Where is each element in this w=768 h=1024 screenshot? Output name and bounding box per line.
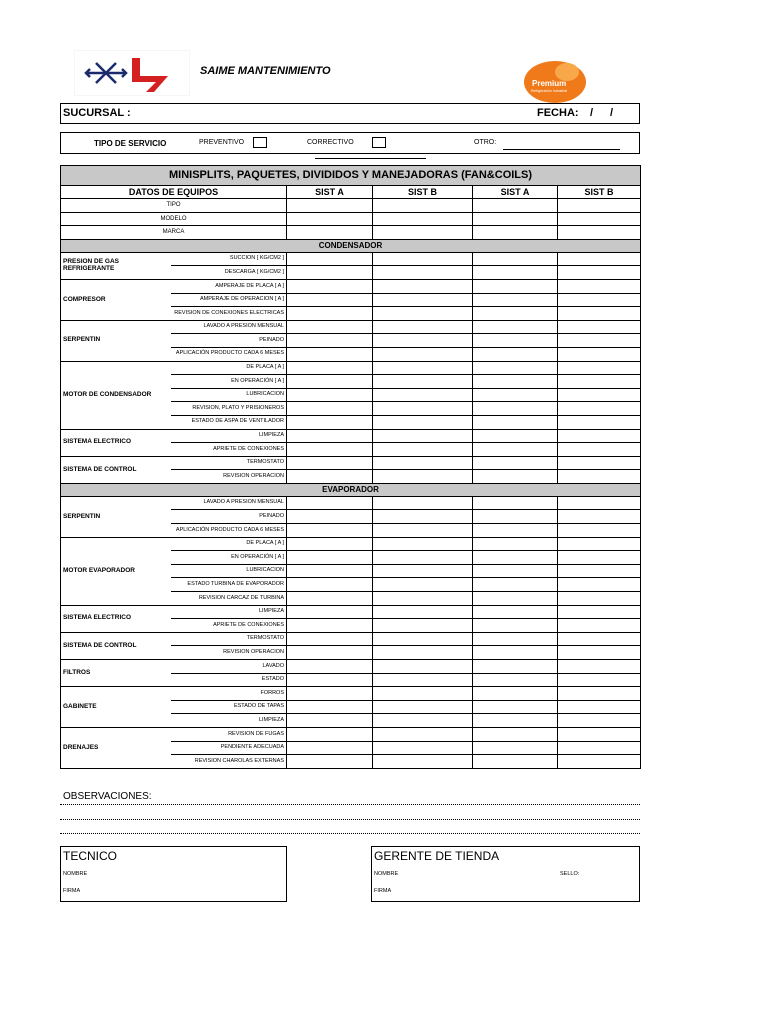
correctivo-checkbox[interactable] [372, 137, 386, 148]
entry-cell[interactable] [287, 470, 373, 484]
table-row [61, 687, 641, 701]
entry-cell[interactable] [373, 470, 473, 484]
item-label: AMPERAJE DE PLACA [ A ] [171, 279, 287, 293]
entry-cell[interactable] [558, 347, 641, 361]
entry-cell[interactable] [287, 755, 373, 769]
entry-cell[interactable] [287, 443, 373, 457]
entry-cell[interactable] [287, 347, 373, 361]
entry-cell[interactable] [373, 605, 473, 619]
item-label: ESTADO TURBINA DE EVAPORADOR [171, 578, 287, 592]
entry-cell[interactable] [287, 334, 373, 348]
entry-cell[interactable] [473, 226, 558, 240]
entry-cell[interactable] [558, 361, 641, 375]
entry-cell[interactable] [287, 605, 373, 619]
item-label: REVISION CARCAZ DE TURBINA [171, 592, 287, 606]
item-label: SUCCION [ KG/CM2 ] [171, 252, 287, 266]
entry-cell[interactable] [473, 429, 558, 443]
observaciones-line[interactable] [60, 819, 640, 820]
entry-cell[interactable] [473, 252, 558, 266]
table-row [61, 456, 641, 470]
entry-cell[interactable] [287, 361, 373, 375]
entry-cell[interactable] [558, 537, 641, 551]
observaciones-label: OBSERVACIONES: [63, 791, 152, 802]
entry-cell[interactable] [558, 226, 641, 240]
entry-cell[interactable] [287, 388, 373, 402]
category-label: COMPRESOR [61, 279, 171, 320]
entry-cell[interactable] [287, 293, 373, 307]
table-row [61, 660, 641, 674]
entry-cell[interactable] [473, 619, 558, 633]
gerente-sello-label: SELLO: [560, 871, 580, 877]
entry-cell[interactable] [473, 470, 558, 484]
observaciones-line[interactable] [60, 804, 640, 805]
entry-cell[interactable] [558, 266, 641, 280]
category-label: SERPENTIN [61, 320, 171, 361]
entry-cell[interactable] [558, 673, 641, 687]
item-label: LUBRICACION [171, 388, 287, 402]
item-label: APLICACIÓN PRODUCTO CADA 6 MESES [171, 347, 287, 361]
fecha-label: FECHA: [537, 107, 579, 119]
entry-cell[interactable] [558, 415, 641, 429]
item-label: REVISION DE FUGAS [171, 727, 287, 741]
entry-cell[interactable] [558, 714, 641, 728]
table-row [61, 252, 641, 266]
entry-cell[interactable] [373, 415, 473, 429]
dato-label: MARCA [61, 226, 287, 240]
otro-input-line[interactable] [503, 149, 620, 150]
entry-cell[interactable] [373, 632, 473, 646]
table-row [61, 320, 641, 334]
entry-cell[interactable] [558, 293, 641, 307]
entry-cell[interactable] [473, 605, 558, 619]
entry-cell[interactable] [373, 700, 473, 714]
entry-cell[interactable] [373, 293, 473, 307]
table-title: MINISPLITS, PAQUETES, DIVIDIDOS Y MANEJADORAS (FAN&COILS) [61, 166, 641, 186]
item-label: TERMOSTATO [171, 456, 287, 470]
entry-cell[interactable] [287, 226, 373, 240]
item-label: REVISION CHAROLAS EXTERNAS [171, 755, 287, 769]
entry-cell[interactable] [473, 293, 558, 307]
entry-cell[interactable] [473, 564, 558, 578]
sucursal-label: SUCURSAL : [63, 107, 131, 119]
entry-cell[interactable] [558, 605, 641, 619]
table-row [61, 605, 641, 619]
entry-cell[interactable] [473, 496, 558, 510]
entry-cell[interactable] [287, 524, 373, 538]
entry-cell[interactable] [287, 632, 373, 646]
entry-cell[interactable] [373, 375, 473, 389]
entry-cell[interactable] [473, 660, 558, 674]
entry-cell[interactable] [558, 551, 641, 565]
category-label: PRESION DE GAS REFRIGERANTE [61, 252, 171, 279]
entry-cell[interactable] [473, 402, 558, 416]
fecha-separator: / [590, 107, 594, 119]
item-label: APRIETE DE CONEXIONES [171, 443, 287, 457]
entry-cell[interactable] [473, 334, 558, 348]
header-sist-b: SIST B [373, 186, 473, 199]
gerente-signature-box [371, 846, 640, 902]
premium-logo-subtext: Refrigeración Industrial [531, 89, 567, 93]
section-row [61, 239, 641, 252]
section-row [61, 483, 641, 496]
entry-cell[interactable] [473, 714, 558, 728]
entry-cell[interactable] [558, 755, 641, 769]
item-label: ESTADO DE ASPA DE VENTILADOR [171, 415, 287, 429]
gerente-title: GERENTE DE TIENDA [374, 849, 500, 863]
entry-cell[interactable] [473, 741, 558, 755]
entry-cell[interactable] [373, 279, 473, 293]
entry-cell[interactable] [373, 320, 473, 334]
item-label: DE PLACA [ A ] [171, 537, 287, 551]
entry-cell[interactable] [287, 741, 373, 755]
entry-cell[interactable] [558, 510, 641, 524]
item-label: DESCARGA [ KG/CM2 ] [171, 266, 287, 280]
header-datos-equipos: DATOS DE EQUIPOS [61, 186, 287, 199]
entry-cell[interactable] [287, 578, 373, 592]
entry-cell[interactable] [287, 510, 373, 524]
category-label: SERPENTIN [61, 496, 171, 537]
entry-cell[interactable] [373, 361, 473, 375]
entry-cell[interactable] [287, 646, 373, 660]
entry-cell[interactable] [473, 646, 558, 660]
entry-cell[interactable] [558, 578, 641, 592]
entry-cell[interactable] [473, 510, 558, 524]
tecnico-signature-box [60, 846, 287, 902]
entry-cell[interactable] [473, 632, 558, 646]
item-label: REVISION OPERACION [171, 470, 287, 484]
item-label: LIMPIEZA [171, 429, 287, 443]
entry-cell[interactable] [287, 402, 373, 416]
entry-cell[interactable] [558, 646, 641, 660]
entry-cell[interactable] [558, 429, 641, 443]
entry-cell[interactable] [373, 388, 473, 402]
entry-cell[interactable] [373, 402, 473, 416]
entry-cell[interactable] [473, 592, 558, 606]
entry-cell[interactable] [473, 415, 558, 429]
entry-cell[interactable] [473, 361, 558, 375]
entry-cell[interactable] [373, 510, 473, 524]
category-label: GABINETE [61, 687, 171, 728]
category-label: SISTEMA ELECTRICO [61, 429, 171, 456]
item-label: TERMOSTATO [171, 632, 287, 646]
item-label: AMPERAJE DE OPERACION [ A ] [171, 293, 287, 307]
table-row [61, 727, 641, 741]
entry-cell[interactable] [473, 388, 558, 402]
table-row [61, 279, 641, 293]
item-label: REVISION DE CONEXIONES ELECTRICAS [171, 307, 287, 321]
entry-cell[interactable] [287, 415, 373, 429]
entry-cell[interactable] [373, 755, 473, 769]
entry-cell[interactable] [473, 279, 558, 293]
entry-cell[interactable] [473, 266, 558, 280]
entry-cell[interactable] [373, 592, 473, 606]
table-row [61, 537, 641, 551]
category-label: SISTEMA DE CONTROL [61, 632, 171, 659]
entry-cell[interactable] [473, 347, 558, 361]
header-sist-a: SIST A [473, 186, 558, 199]
item-label: PEINADO [171, 510, 287, 524]
entry-cell[interactable] [287, 252, 373, 266]
entry-cell[interactable] [558, 564, 641, 578]
entry-cell[interactable] [373, 307, 473, 321]
entry-cell[interactable] [558, 334, 641, 348]
entry-cell[interactable] [287, 700, 373, 714]
tipo-servicio-label: TIPO DE SERVICIO [94, 139, 167, 148]
category-label: SISTEMA ELECTRICO [61, 605, 171, 632]
item-label: LUBRICACION [171, 564, 287, 578]
entry-cell[interactable] [473, 456, 558, 470]
item-label: LAVADO A PRESION MENSUAL [171, 496, 287, 510]
entry-cell[interactable] [287, 320, 373, 334]
entry-cell[interactable] [473, 320, 558, 334]
entry-cell[interactable] [558, 632, 641, 646]
header-sist-a: SIST A [287, 186, 373, 199]
item-label: DE PLACA [ A ] [171, 361, 287, 375]
table-row [61, 361, 641, 375]
entry-cell[interactable] [558, 700, 641, 714]
tecnico-nombre-label: NOMBRE [63, 871, 88, 877]
maintenance-checklist-table [60, 165, 641, 769]
entry-cell[interactable] [287, 199, 373, 213]
condensador-section-title: CONDENSADOR [61, 239, 641, 252]
entry-cell[interactable] [473, 673, 558, 687]
entry-cell[interactable] [373, 252, 473, 266]
entry-cell[interactable] [373, 741, 473, 755]
entry-cell[interactable] [558, 741, 641, 755]
entry-cell[interactable] [373, 226, 473, 240]
category-label: MOTOR EVAPORADOR [61, 537, 171, 605]
category-label: FILTROS [61, 660, 171, 687]
entry-cell[interactable] [558, 727, 641, 741]
entry-cell[interactable] [558, 279, 641, 293]
item-label: REVISION, PLATO Y PRISIONEROS [171, 402, 287, 416]
item-label: LAVADO [171, 660, 287, 674]
entry-cell[interactable] [558, 496, 641, 510]
entry-cell[interactable] [287, 456, 373, 470]
entry-cell[interactable] [558, 212, 641, 226]
entry-cell[interactable] [558, 687, 641, 701]
entry-cell[interactable] [473, 551, 558, 565]
tecnico-title: TECNICO [63, 849, 117, 863]
entry-cell[interactable] [373, 456, 473, 470]
preventivo-label: PREVENTIVO [199, 139, 245, 146]
entry-cell[interactable] [558, 199, 641, 213]
item-label: LIMPIEZA [171, 714, 287, 728]
entry-cell[interactable] [373, 496, 473, 510]
entry-cell[interactable] [473, 578, 558, 592]
entry-cell[interactable] [287, 714, 373, 728]
entry-cell[interactable] [558, 592, 641, 606]
divider [315, 158, 426, 159]
table-row [61, 429, 641, 443]
item-label: ESTADO [171, 673, 287, 687]
entry-cell[interactable] [287, 429, 373, 443]
entry-cell[interactable] [373, 646, 473, 660]
entry-cell[interactable] [373, 429, 473, 443]
entry-cell[interactable] [287, 619, 373, 633]
category-label: MOTOR DE CONDENSADOR [61, 361, 171, 429]
entry-cell[interactable] [558, 619, 641, 633]
entry-cell[interactable] [373, 714, 473, 728]
gerente-firma-label: FIRMA [374, 888, 392, 894]
premium-logo-text: Premium [532, 79, 567, 88]
entry-cell[interactable] [287, 279, 373, 293]
entry-cell[interactable] [373, 212, 473, 226]
evaporador-section-title: EVAPORADOR [61, 483, 641, 496]
entry-cell[interactable] [287, 660, 373, 674]
entry-cell[interactable] [558, 320, 641, 334]
table-row [61, 496, 641, 510]
company-logo [74, 50, 190, 96]
entry-cell[interactable] [287, 266, 373, 280]
entry-cell[interactable] [287, 564, 373, 578]
category-label: SISTEMA DE CONTROL [61, 456, 171, 483]
entry-cell[interactable] [287, 551, 373, 565]
entry-cell[interactable] [558, 660, 641, 674]
entry-cell[interactable] [473, 307, 558, 321]
entry-cell[interactable] [373, 266, 473, 280]
dato-label: TIPO [61, 199, 287, 213]
item-label: LIMPIEZA [171, 605, 287, 619]
company-name: SAIME MANTENIMIENTO [200, 65, 331, 77]
entry-cell[interactable] [473, 727, 558, 741]
entry-cell[interactable] [558, 443, 641, 457]
entry-cell[interactable] [473, 375, 558, 389]
item-label: EN OPERACIÓN [ A ] [171, 551, 287, 565]
item-label: APRIETE DE CONEXIONES [171, 619, 287, 633]
otro-label: OTRO: [474, 139, 497, 146]
entry-cell[interactable] [373, 673, 473, 687]
item-label: EN OPERACIÓN [ A ] [171, 375, 287, 389]
item-label: PEINADO [171, 334, 287, 348]
entry-cell[interactable] [473, 700, 558, 714]
entry-cell[interactable] [287, 592, 373, 606]
entry-cell[interactable] [558, 388, 641, 402]
entry-cell[interactable] [473, 199, 558, 213]
item-label: APLICACIÓN PRODUCTO CADA 6 MESES [171, 524, 287, 538]
entry-cell[interactable] [473, 524, 558, 538]
item-label: REVISION OPERACION [171, 646, 287, 660]
table-row [61, 212, 641, 226]
header-sist-b: SIST B [558, 186, 641, 199]
tecnico-firma-label: FIRMA [63, 888, 81, 894]
entry-cell[interactable] [558, 307, 641, 321]
entry-cell[interactable] [473, 755, 558, 769]
observaciones-line[interactable] [60, 833, 640, 834]
entry-cell[interactable] [558, 524, 641, 538]
table-row [61, 632, 641, 646]
entry-cell[interactable] [287, 496, 373, 510]
entry-cell[interactable] [558, 375, 641, 389]
entry-cell[interactable] [373, 687, 473, 701]
entry-cell[interactable] [373, 619, 473, 633]
entry-cell[interactable] [473, 537, 558, 551]
entry-cell[interactable] [473, 212, 558, 226]
item-label: LAVADO A PRESION MENSUAL [171, 320, 287, 334]
entry-cell[interactable] [287, 687, 373, 701]
entry-cell[interactable] [373, 564, 473, 578]
entry-cell[interactable] [373, 199, 473, 213]
entry-cell[interactable] [373, 334, 473, 348]
entry-cell[interactable] [558, 456, 641, 470]
correctivo-label: CORRECTIVO [307, 139, 354, 146]
table-row [61, 199, 641, 213]
entry-cell[interactable] [287, 727, 373, 741]
entry-cell[interactable] [373, 443, 473, 457]
gerente-nombre-label: NOMBRE [374, 871, 399, 877]
entry-cell[interactable] [287, 212, 373, 226]
fecha-separator: / [610, 107, 614, 119]
entry-cell[interactable] [287, 537, 373, 551]
entry-cell[interactable] [373, 660, 473, 674]
item-label: ESTADO DE TAPAS [171, 700, 287, 714]
entry-cell[interactable] [287, 673, 373, 687]
preventivo-checkbox[interactable] [253, 137, 267, 148]
entry-cell[interactable] [373, 537, 473, 551]
entry-cell[interactable] [558, 402, 641, 416]
entry-cell[interactable] [287, 307, 373, 321]
entry-cell[interactable] [287, 375, 373, 389]
entry-cell[interactable] [473, 443, 558, 457]
dato-label: MODELO [61, 212, 287, 226]
entry-cell[interactable] [373, 347, 473, 361]
item-label: PENDIENTE ADECUADA [171, 741, 287, 755]
table-row [61, 226, 641, 240]
entry-cell[interactable] [473, 687, 558, 701]
item-label: FORROS [171, 687, 287, 701]
entry-cell[interactable] [558, 470, 641, 484]
category-label: DRENAJES [61, 727, 171, 768]
entry-cell[interactable] [558, 252, 641, 266]
entry-cell[interactable] [373, 551, 473, 565]
entry-cell[interactable] [373, 727, 473, 741]
entry-cell[interactable] [373, 578, 473, 592]
entry-cell[interactable] [373, 524, 473, 538]
